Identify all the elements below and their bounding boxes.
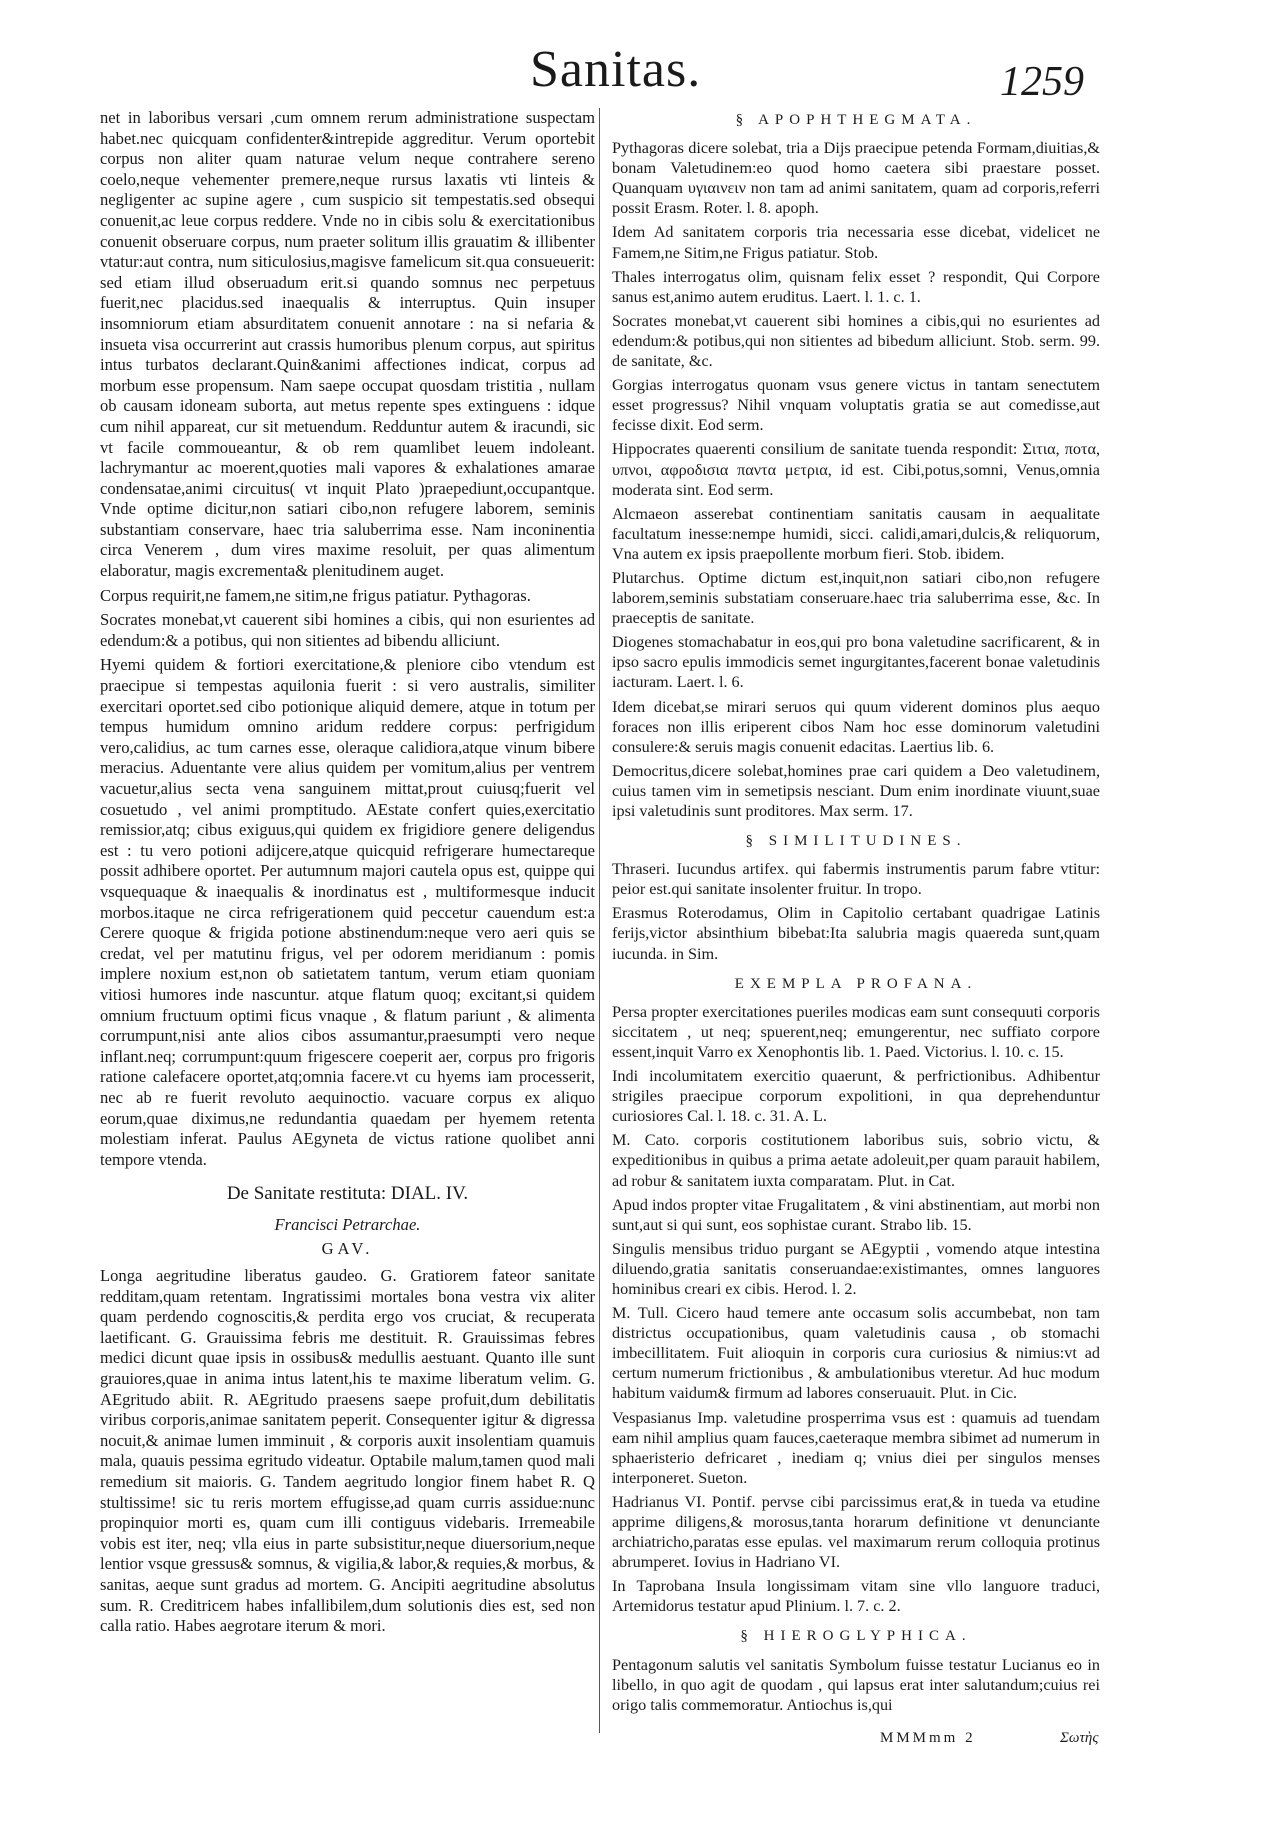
catchword: Σωτὴς [1060, 1730, 1099, 1746]
apophthegm-entry: Democritus,dicere solebat,homines prae cari quidem a Deo valetudinem, cuius tamen vim in semetipsis nesciant. Dum enim inordinate viuunt,suae ipsi valetudinis sunt proditores. Max serm. 17. [612, 761, 1100, 820]
apophthegm-entry: Thales interrogatus olim, quisnam felix esset ? respondit, Qui Corpore sanus est,animo autem eruditus. Laert. l. 1. c. 1. [612, 267, 1100, 306]
apophthegm-entry: Idem dicebat,se mirari seruos qui quum viderent dominos plus aequo foraces non illis eriperent cibos Nam hoc esse dominorum valetudini consulere:& seruis magis conuenit edacitas. Laertius lib. 6. [612, 697, 1100, 756]
exemplum-entry: In Taprobana Insula longissimam vitam sine vllo languore traduci, Artemidorus testatur apud Plinium. l. 7. c. 2. [612, 1577, 1100, 1616]
exemplum-entry: Persa propter exercitationes pueriles modicas eam sunt consequuti corporis siccitatem , ut neq; spuerent,neq; emungerentur, nec suffiato corpore essent,inquit Varro ex Xenophontis lib. 1. Paed. Victorius. l. 10. c. 15. [612, 1002, 1100, 1061]
left-paragraph-4: Hyemi quidem & fortiori exercitatione,& pleniore cibo vtendum est praecipue si tempestas aquilonia fuerit : si vero australis, similiter exercitari oportet.sed cibo potionique aliquid demere, atque in totum per tempus humidum omnino aridum reddere corpus: perfrigidum vero,calidius, ac tum carnes esse, oleraque calidiora,atque vinum bibere meracius. Aduentante vere alius quidem per vomitum,alius per ventrem vacuetur,alius secta vena sanguinem mittat,prout cuiusq;fuerit vel cosuetudo , vel animi promptitudo. AEstate confert quies,exercitatio remissior,atq; cibus exiguus,qui quidem ex frigidiore genere deligendus est : tu vero potioni adijcere,atque quicquid refrigerare humectareque possit adhibere oportet. Per autumnum majori cautela opus est, quippe qui vsquequaque & inaequalis & inordinatus est , multiformesque inducit morbos.itaque ne circa refrigerationem quid peccetur cauendum est:a Cerere quoque & frigida potione abstinendum:neque vero aeri quis se credat, vel per matutinu frigus, vel per odorem meridianum : pomis implere noxium est,non ob satietatem tantum, verum etiam quoniam vitiosi humores inde nascuntur. atque flatum quoq; excitant,si quidem omnium fructuum optimi ficus vnaque , & flatum pariunt , & alimenta corrumpunt,nisi ante alios cibos assumantur,praesumpti vero neque inflant.neq; corrumpunt:quum frigescere coeperit aer, corpus pro frigoris ratione calefacere oportet,atq;omnia facere.vt cu hyems iam processerit, nec ab re fuerit revoluto aequinoctio. vacuare corpus ex aliquo eorum,quae diximus,ne redundantia quaedam per hyemem retenta molestiam inferat. Paulus AEgyneta de victus ratione quolibet anni tempore vtenda. [100, 655, 595, 1169]
hieroglyphica-heading: § HIEROGLYPHICA. [740, 1628, 972, 1645]
apophthegm-entry: Plutarchus. Optime dictum est,inquit,non satiari cibo,non refugere laborem,seminis substatiam conseruare.haec tria saluberrima esse, &c. In praeceptis de sanitate. [612, 568, 1100, 628]
apophthegm-entry: Idem Ad sanitatem corporis tria necessaria esse dicebat, videlicet ne Famem,ne Sitim,ne Frigus patiatur. Stob. [612, 223, 1100, 262]
exemplum-entry: Vespasianus Imp. valetudine prosperrima vsus est : quamuis ad tuendam eam nihil amplius quam fauces,caeteraque membra sibimet ad numerum in sphaeristerio defricaret , inediam q; vnius diei per singulos menses interponeret. Sueton. [612, 1408, 1100, 1487]
apophthegm-entry: Gorgias interrogatus quonam vsus genere victus in tantam senectutem esset progressus? Nihil vnquam voluptatis gratia se aut comedisse,aut fecisse dixit. Eod serm. [612, 376, 1100, 435]
apophthegm-entry: Hippocrates quaerenti consilium de sanitate tuenda respondit: Σιτια, ποτα, υπνοι, αφροδισια παντα μετρια, id est. Cibi,potus,somni, Venus,omnia moderata sint. Eod serm. [612, 440, 1100, 499]
signature-mark: MMMmm 2 [880, 1730, 976, 1746]
exemplum-entry: M. Cato. corporis costitutionem laboribus suis, sobrio victu, & expeditionibus in quibus a prima aetate adoleuit,per quam parauit habilem, ad robur & sanitatem iuxta comparatam. Plut. in Cat. [612, 1131, 1100, 1190]
left-paragraph-3: Socrates monebat,vt cauerent sibi homines a cibis, qui non esurientes ad edendum:& a potibus, qui non sitientes ad bibendu alliciunt. [100, 610, 595, 650]
page-number: 1259 [1000, 59, 1084, 105]
left-paragraph-1: net in laboribus versari ,cum omnem rerum administratione suspectam habet.nec quicquam confidenter&intrepide aggreditur. Verum oportebit corpus non aliter quam naturae velum neque contrahere sereno coelo,neque vehementer premere,neque rursus laxatis vti linteis & negligenter ac supine agere , cum suspicio sit tempestatis.sed obsequi conuenit,ac leue corpus reddere. Vnde no in cibis solu & exercitationibus conuenit obseruare corpus, num praeter solitum illis grauatim & illibenter vtatur:aut contra, num siticulosius,magisve famelicum sit.qua consueuerit: sed etiam illud obseruadum erit.si quando somnus nec perpetuus fuerit,nec placidus.sed inaequalis & interruptus. Quin insuper insomniorum etiam absurditatem conuenit annotare : na si nefaria & insueta visa occurrerint aut crassis humoribus plenum corpus, aut spiritus intus turbatos declarant.Quin&animi affectiones indicat, corpus ad morbum esse propensum. Nam saepe occupat quosdam tristitia , nullam ob causam idoneam suborta, aut metus repente spes extinguens : idque cum nihil appareat, cur sit metuendum. Redduntur autem & iracundi, sic vt facile commoueantur, & ob rem quamlibet leuem indoleant. lachrymantur ac moerent,quoties mali vapores & exhalationes amarae condensatae,animi circuitus( vt inquit Plato )praepediunt,occupantque. Vnde optime dicitur,non satiari cibo,non refugere laborem, seminis substantiam conservare, haec tria saluberrima esse. Nam inconinentia circa Venerem , dum vires maxime resoluit, per quas alimentum elaboratur, magis excrementa& plenitudinem auget. [100, 108, 595, 581]
right-column [612, 108, 1100, 1719]
column-divider [599, 108, 600, 1733]
exemplum-entry: Hadrianus VI. Pontif. pervse cibi parcissimus erat,& in tueda va etudine apprime diligens,& morosus,tanta horarum definitione vt denunciante archiatricho,paratas esse epulas. vel maximarum rerum colloquia protinus abrumperet. Iovius in Hadriano VI. [612, 1492, 1100, 1572]
dialogue-heading: De Sanitate restituta: DIAL. IV. [226, 1183, 469, 1205]
dialogue-text: Longa aegritudine liberatus gaudeo. G. Gratiorem fateor sanitate redditam,quam retentam. Ingratissimi mortales bona vestra vix aliter quam perdendo cognoscitis,& perdita ergo vos cruciat, & recuperata laetificant. G. Grauissima febris me destituit. R. Grauissimas febres medici dicunt quae ipsis in ossibus& medullis aestuant. Quanto ille sunt grauiores,quae in anima intus latent,his te maxime liberatum velim. G. AEgritudo abiit. R. AEgritudo praesens saepe profuit,dum debilitatis viribus corporis,animae sanitatem peperit. Consequenter igitur & digressa nocuit,& animae lumen imminuit , & corporis auxit insolentiam quamuis mala, quauis pessima egritudo videatur. Optabile malum,tamen quod mali remedium sit maioris. G. Tandem aegritudo longior finem habet R. Q stultissime! sic tu reris mortem effugisse,ad quam curris assidue:nunc propinquior morti es, quam cum illi contiguus videbaris. Irremeabile vobis est iter, neq; vlla eius in parte subsistitur,neque diuersorium,neque lentior vsque gressus& somnus, & vigilia,& labor,& requies,& morbus, & sanitas, aeque sunt gradus ad mortem. G. Ancipiti aegritudine absolutus sum. R. Creditricem habes infallibilem,dum solutionis dies est, sed non calla ratio. Habes aegrotare iterum & mori. [100, 1266, 595, 1636]
apophthegmata-heading: § APOPHTHEGMATA. [735, 112, 977, 128]
similitude-entry: Thraseri. Iucundus artifex. qui fabermis instrumentis parum fabre vtitur: peior est.qui sanitate insolenter fruitur. In tropo. [612, 860, 1100, 899]
apophthegm-entry: Pythagoras dicere solebat, tria a Dijs praecipue petenda Formam,diuitias,& bonam Valetudinem:eo quod homo caetera sibi praestare posset. Quanquam υγιαινειν non tam ad animi sanitatem, quam ad corporis,referri possit Erasm. Roter. l. 8. apoph. [612, 139, 1100, 218]
left-paragraph-2: Corpus requirit,ne famem,ne sitim,ne frigus patiatur. Pythagoras. [100, 585, 531, 605]
apophthegm-entry: Diogenes stomachabatur in eos,qui pro bona valetudine sacrificarent, & in ipso sacro epulis immodicis semet ingurgitantes,facerent bonae valetudinis iacturam. Laert. l. 6. [612, 633, 1100, 692]
similitude-entry: Erasmus Roterodamus, Olim in Capitolio certabant quadrigae Latinis ferijs,victor absinthium bibebat:Ita salubria magis quaereda sunt,quam iucunda. in Sim. [612, 904, 1100, 963]
dialogue-speaker: GAV. [321, 1239, 374, 1259]
exempla-heading: EXEMPLA PROFANA. [734, 975, 978, 992]
hieroglyphic-entry: Pentagonum salutis vel sanitatis Symbolum fuisse testatur Lucianus eo in libello, in quo agit de quodam , qui lapsus erat inter salutandum;cuius rei origo talis commemoratur. Antiochus is,qui [612, 1655, 1100, 1714]
exemplum-entry: Indi incolumitatem exercitio quaerunt, & perfrictionibus. Adhibentur strigiles praecipue corporum expolitioni, in qua deprehenduntur curiosiores Cal. l. 18. c. 31. A. L. [612, 1067, 1100, 1126]
apophthegm-entry: Alcmaeon asserebat continentiam sanitatis causam in aequalitate facultatum inesse:nempe humidi, sicci. calidi,amari,dulcis,& reliquorum, Vna autem ex ipsis praepollente morbum fieri. Stob. ibidem. [612, 504, 1100, 563]
dialogue-author: Francisci Petrarchae. [274, 1214, 421, 1234]
exemplum-entry: M. Tull. Cicero haud temere ante occasum solis accumbebat, non tam districtus occupationibus, quam valetudinis causa , ob stomachi imbecillitatem. Fuit alioquin in corporis cura curiosius & nimius:vt ad certum numerum frictionibus , & ambulationibus vteretur. Ad huc modum habitum vaidum& firmum ad labores conseruauit. Plut. in Cic. [612, 1304, 1100, 1403]
similitudines-heading: § SIMILITUDINES. [745, 833, 967, 850]
running-head-title: Sanitas. [530, 41, 702, 98]
left-column [100, 108, 595, 1641]
apophthegm-entry: Socrates monebat,vt cauerent sibi homines a cibis,qui no esurientes ad edendum:& potibus,qui non sitientes ad bibedum alliciunt. Stob. serm. 99. de sanitate, &c. [612, 311, 1100, 371]
exemplum-entry: Apud indos propter vitae Frugalitatem , & vini abstinentiam, aut morbi non sunt,aut si qui sunt, eos sophistae curant. Strabo lib. 15. [612, 1195, 1100, 1234]
exemplum-entry: Singulis mensibus triduo purgant se AEgyptii , vomendo atque intestina diluendo,gratia sanitatis conseruandae:existimantes, omnes languores hominibus creari ex cibis. Herod. l. 2. [612, 1239, 1100, 1298]
